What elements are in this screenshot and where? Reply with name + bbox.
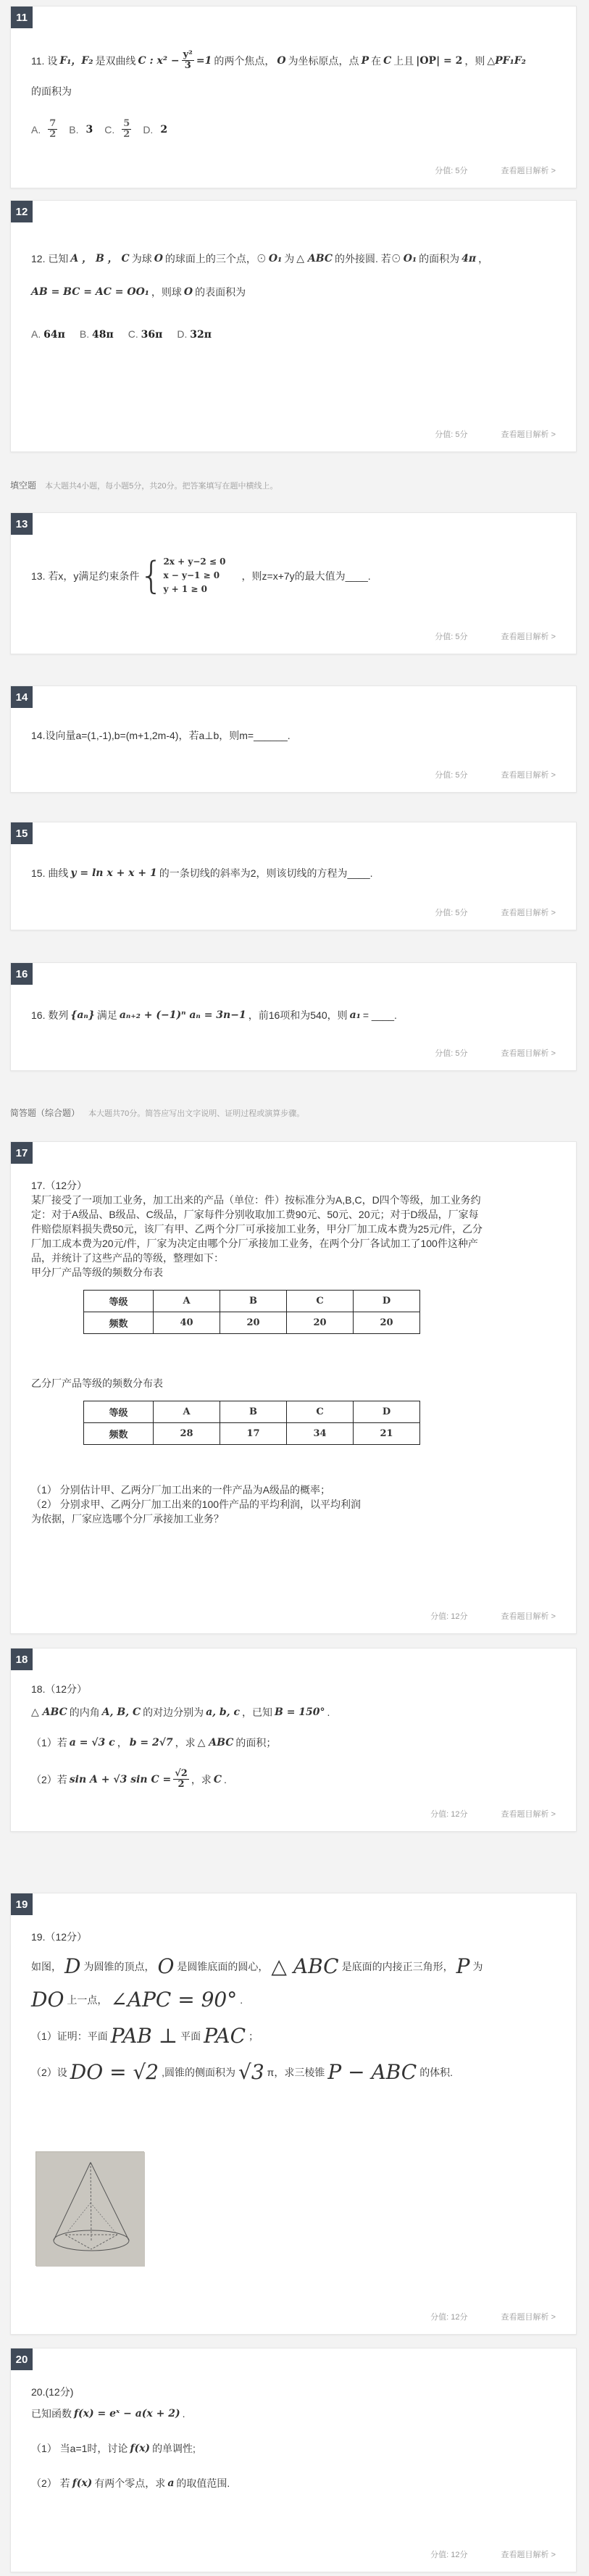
question-card-15 — [10, 822, 577, 930]
fraction: $\frac{\text{y²}}{3}$ — [183, 49, 193, 71]
question-number: 19 — [11, 1893, 33, 1915]
option-d[interactable]: D. 32π — [177, 328, 212, 341]
section-header-fill: 填空题 本大题共4小题，每小题5分，共20分。把答案填写在题中横线上。 — [10, 480, 278, 491]
question-stem: 16. 数列 {aₙ} 满足 aₙ₊₂ + (−1)ⁿ aₙ = 3n−1 ，前16项和为540，则 a₁ = ____. — [31, 1009, 397, 1021]
question-number: 13 — [11, 513, 33, 535]
view-analysis-link[interactable]: 查看题目解析 > — [501, 633, 556, 641]
table-title: 甲分厂产品等级的频数分布表 — [31, 1267, 163, 1278]
score-label: 分值: 5分 — [435, 771, 468, 780]
question-stem: 11. 设 F₁，F₂ 是双曲线 C : x² − $\frac{\text{y²}}{3}$ =1 的两个焦点， O 为坐标原点，点 P 在 C 上且 |OP| = 2 ，则 △PF₁F₂ 的面积为 A. $\frac{7}{2}$ B. 3 C. $\frac{5}{2}$ D. 2 — [31, 50, 556, 140]
question-card-11 — [10, 6, 577, 188]
option-c[interactable]: C. $\frac{5}{2}$ — [104, 118, 130, 140]
question-number: 12 — [11, 201, 33, 222]
question-number: 16 — [11, 963, 33, 985]
answer-options — [31, 328, 556, 341]
question-stem: 20.(12分) 已知函数 f(x) = eˣ − a(x + 2) . （1） 当a=1时，讨论 f(x) 的单调性; （2） 若 f(x) 有两个零点，求 a 的取值范围. — [31, 2386, 230, 2489]
section-header-answer: 简答题（综合题） 本大题共70分。简答应写出文字说明、证明过程或演算步骤。 — [10, 1108, 305, 1118]
score-label: 分值: 12分 — [430, 1810, 468, 1819]
question-number: 18 — [11, 1648, 33, 1670]
table-title: 乙分厂产品等级的频数分布表 — [31, 1377, 163, 1389]
view-analysis-link[interactable]: 查看题目解析 > — [501, 1612, 556, 1621]
question-card-16 — [10, 962, 577, 1071]
question-stem: 19.（12分） 如图， D 为圆锥的顶点， O 是圆锥底面的圆心， △ ABC 是底面的内接正三角形， P 为 DO 上一点， ∠APC = 90° . （1）证明：平面 PAB ⊥ 平面 PAC ； （2）设 DO = √2 ,圆锥的侧面积为 √3 π，求三棱锥 P − ABC 的体积. — [31, 1931, 483, 2084]
view-analysis-link[interactable]: 查看题目解析 > — [501, 2313, 556, 2322]
score-label: 分值: 5分 — [435, 1049, 468, 1058]
view-analysis-link[interactable]: 查看题目解析 > — [501, 1810, 556, 1819]
question-number: 14 — [11, 686, 33, 708]
option-c[interactable]: C. 36π — [128, 328, 163, 341]
option-b[interactable]: B. 3 — [69, 123, 93, 136]
question-card-20 — [10, 2348, 577, 2572]
cone-diagram-icon — [36, 2152, 145, 2267]
question-card-13 — [10, 512, 577, 654]
score-label: 分值: 5分 — [435, 909, 468, 917]
table-row: 等级 A B C D — [84, 1291, 420, 1312]
question-card-12 — [10, 200, 577, 452]
question-number: 11 — [11, 7, 33, 28]
question-card-18 — [10, 1648, 577, 1832]
view-analysis-link[interactable]: 查看题目解析 > — [501, 167, 556, 175]
score-label: 分值: 12分 — [430, 1612, 468, 1621]
score-label: 分值: 5分 — [435, 430, 468, 439]
score-label: 分值: 5分 — [435, 167, 468, 175]
option-a[interactable]: A. 64π — [31, 328, 65, 341]
question-number: 15 — [11, 822, 33, 844]
question-stem: 17.（12分） 某厂接受了一项加工业务，加工出来的产品（单位：件）按标准分为A,B,C，D四个等级，加工业务约 定：对于A级品、B级品、C级品，厂家每件分别收取加工费90元、50元、20元；对于D级品，厂家每 件赔偿原料损失费50元，该厂有甲、乙两个分厂可承接加工业务，甲分厂加工成本费为25元/件，乙分 厂加工成本费为20元/件，厂家为决定由哪个分厂承接加工业务，在两个分厂各试加工了100件这种产 品，并统计了这些产品的等级，整理如下： 甲分厂产品等级的频数分布表 等级 A B C D 频数 40 20 20 20 乙分厂产品等级的频数分布表 等级 A B C D 频数 28 17 34 21 （1） 分别估计甲、乙两分厂加工出来的一件产品为A级品的概率； （2） 分别求甲、乙两分厂加工出来的100件产品的平均利润，以平均利润 为依据，厂家应选哪个分厂承接加工业务？ — [31, 1178, 556, 1526]
question-stem: 13. 若x，y满足约束条件 { 2x + y−2 ≤ 0 x − y−1 ≥ 0 y + 1 ≥ 0 ，则z=x+7y的最大值为____. — [31, 554, 371, 598]
score-label: 分值: 5分 — [435, 633, 468, 641]
option-b[interactable]: B. 48π — [79, 328, 114, 341]
question-stem: 14.设向量a=(1,-1),b=(m+1,2m-4)，若a⊥b，则m=______. — [31, 730, 291, 741]
frequency-table-a — [83, 1290, 420, 1334]
view-analysis-link[interactable]: 查看题目解析 > — [501, 1049, 556, 1058]
question-stem: 18.（12分） △ ABC 的内角 A, B, C 的对边分别为 a, b, c ，已知 B = 150° . （1）若 a = √3 c ， b = 2√7 ，求 △ ABC 的面积； （2）若 sin A + √3 sin C = $\frac{√2}{2}$ ，求 C . — [31, 1683, 330, 1790]
cone-figure-photo — [35, 2151, 144, 2266]
frequency-table-b — [83, 1401, 420, 1445]
view-analysis-link[interactable]: 查看题目解析 > — [501, 771, 556, 780]
question-stem: 12. 已知 A ， B ， C 为球 O 的球面上的三个点，⊙ O₁ 为 △ ABC 的外接圆. 若⊙ O₁ 的面积为 4π ， AB = BC = AC = OO₁ ，则球 O 的表面积为 A. 64π B. 48π C. 36π D. 32π — [31, 251, 556, 341]
table-row: 等级 A B C D — [84, 1401, 420, 1423]
table-row: 频数 28 17 34 21 — [84, 1423, 420, 1445]
score-label: 分值: 12分 — [430, 2551, 468, 2559]
question-card-14 — [10, 685, 577, 793]
option-d[interactable]: D. 2 — [143, 123, 168, 136]
question-number: 20 — [11, 2348, 33, 2370]
answer-options — [31, 119, 556, 140]
view-analysis-link[interactable]: 查看题目解析 > — [501, 430, 556, 439]
view-analysis-link[interactable]: 查看题目解析 > — [501, 2551, 556, 2559]
question-stem: 15. 曲线 y = ln x + x + 1 的一条切线的斜率为2，则该切线的方程为____. — [31, 867, 373, 879]
question-card-17 — [10, 1141, 577, 1634]
option-a[interactable]: A. $\frac{7}{2}$ — [31, 118, 57, 140]
table-row: 频数 40 20 20 20 — [84, 1312, 420, 1334]
score-label: 分值: 12分 — [430, 2313, 468, 2322]
question-card-19 — [10, 1893, 577, 2335]
question-number: 17 — [11, 1142, 33, 1164]
view-analysis-link[interactable]: 查看题目解析 > — [501, 909, 556, 917]
